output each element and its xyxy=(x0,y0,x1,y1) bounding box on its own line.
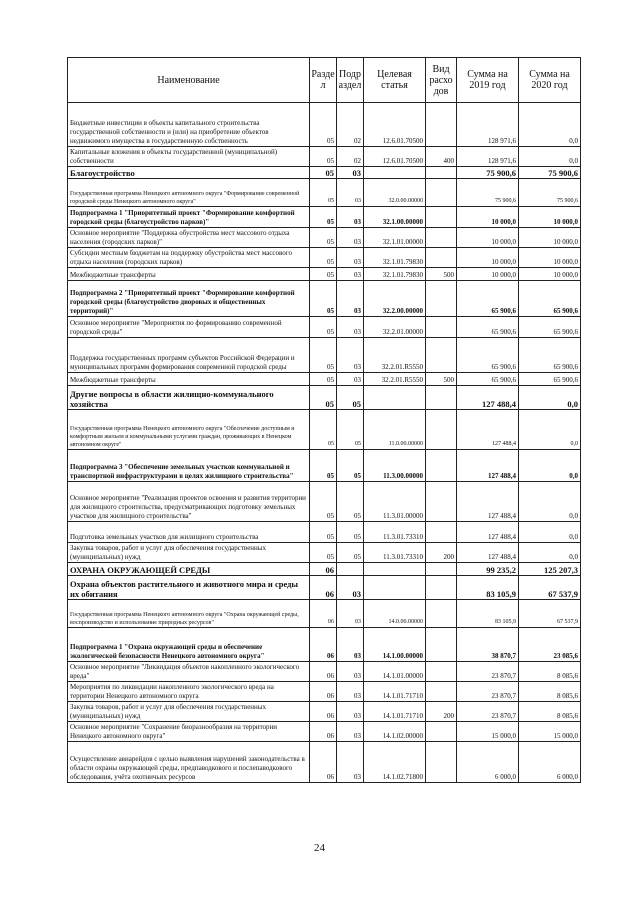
row-sum-2019: 15 000,0 xyxy=(457,722,519,742)
row-subsection: 03 xyxy=(337,281,364,317)
row-name: Закупка товаров, работ и услуг для обеспечения государственных (муниципальных) нужд xyxy=(68,702,310,722)
row-target: 32.2.00.00000 xyxy=(364,281,426,317)
row-sum-2020: 0,0 xyxy=(519,522,581,543)
table-row xyxy=(68,338,581,373)
row-subsection: 03 xyxy=(337,248,364,268)
row-subsection: 03 xyxy=(337,338,364,373)
row-section: 05 xyxy=(310,338,337,373)
row-section: 05 xyxy=(310,543,337,563)
row-name: Основное мероприятие "Мероприятия по формированию современной городской среды" xyxy=(68,317,310,338)
row-sum-2020: 23 085,6 xyxy=(519,628,581,662)
row-subsection: 05 xyxy=(337,482,364,522)
row-sum-2019: 10 000,0 xyxy=(457,207,519,228)
row-sum-2019: 99 235,2 xyxy=(457,563,519,576)
row-subsection: 03 xyxy=(337,628,364,662)
row-sum-2019: 65 900,6 xyxy=(457,281,519,317)
row-target: 11.3.01.00000 xyxy=(364,482,426,522)
header-sum-2019: Сумма на 2019 год xyxy=(457,58,519,103)
row-sum-2019: 10 000,0 xyxy=(457,248,519,268)
row-sum-2020: 8 085,6 xyxy=(519,702,581,722)
row-section: 05 xyxy=(310,268,337,281)
row-sum-2020: 0,0 xyxy=(519,450,581,482)
row-target: 14.0.00.00000 xyxy=(364,600,426,628)
row-section: 06 xyxy=(310,662,337,682)
row-type xyxy=(426,522,457,543)
row-sum-2020: 67 537,9 xyxy=(519,576,581,600)
row-type xyxy=(426,167,457,179)
row-target: 14.1.01.71710 xyxy=(364,702,426,722)
table-row xyxy=(68,386,581,410)
page-number: 24 xyxy=(314,842,325,854)
row-section: 05 xyxy=(310,386,337,410)
header-section: Разде л xyxy=(310,58,337,103)
row-section: 05 xyxy=(310,147,337,167)
row-sum-2019: 23 870,7 xyxy=(457,662,519,682)
row-name: Осуществление авиарейдов с целью выявления нарушений законодательства в области охраны окружающей среды, предпаводкового и послепаводкового обследования, учёта охотничьих ресурсов xyxy=(68,742,310,783)
row-target: 32.1.01.79830 xyxy=(364,248,426,268)
row-type xyxy=(426,450,457,482)
row-type xyxy=(426,662,457,682)
table-row xyxy=(68,722,581,742)
table-header-row xyxy=(68,58,581,103)
row-target: 11.3.00.00000 xyxy=(364,450,426,482)
row-section: 05 xyxy=(310,410,337,450)
table-row xyxy=(68,147,581,167)
row-subsection: 03 xyxy=(337,576,364,600)
row-sum-2020: 15 000,0 xyxy=(519,722,581,742)
row-sum-2019: 65 900,6 xyxy=(457,338,519,373)
row-type xyxy=(426,281,457,317)
row-name: Основное мероприятие "Сохранение биоразнообразия на территории Ненецкого автономного округа" xyxy=(68,722,310,742)
row-sum-2020: 0,0 xyxy=(519,543,581,563)
row-name: Основное мероприятие "Реализация проектов освоения и развития территории для жилищного строительства, предусматривающих подготовку земельных участков для жилищного строительства" xyxy=(68,482,310,522)
row-sum-2020: 0,0 xyxy=(519,103,581,147)
row-subsection: 03 xyxy=(337,742,364,783)
row-target: 32.1.00.00000 xyxy=(364,207,426,228)
row-subsection: 05 xyxy=(337,410,364,450)
row-section: 05 xyxy=(310,228,337,248)
row-target: 32.2.01.R5550 xyxy=(364,373,426,386)
row-target: 14.1.00.00000 xyxy=(364,628,426,662)
row-name: Основное мероприятие "Поддержка обустройства мест массового отдыха населения (городских парков)" xyxy=(68,228,310,248)
row-subsection xyxy=(337,563,364,576)
row-type xyxy=(426,410,457,450)
row-sum-2020: 10 000,0 xyxy=(519,207,581,228)
row-target: 32.2.01.R5550 xyxy=(364,338,426,373)
row-section: 05 xyxy=(310,167,337,179)
row-target: 11.3.01.73310 xyxy=(364,522,426,543)
row-sum-2020: 10 000,0 xyxy=(519,228,581,248)
row-section: 06 xyxy=(310,563,337,576)
table-row xyxy=(68,522,581,543)
row-name: Основное мероприятие "Ликвидация объектов накопленного экологического вреда" xyxy=(68,662,310,682)
row-target: 32.1.01.79830 xyxy=(364,268,426,281)
row-section: 05 xyxy=(310,179,337,207)
row-section: 05 xyxy=(310,450,337,482)
row-sum-2019: 127 488,4 xyxy=(457,522,519,543)
row-subsection: 03 xyxy=(337,228,364,248)
row-name: Подпрограмма 3 "Обеспечение земельных участков коммунальной и транспортной инфраструктурами в целях жилищного строительства" xyxy=(68,450,310,482)
row-sum-2019: 75 900,6 xyxy=(457,179,519,207)
row-type xyxy=(426,103,457,147)
row-sum-2019: 83 105,9 xyxy=(457,600,519,628)
table-row xyxy=(68,576,581,600)
row-sum-2019: 83 105,9 xyxy=(457,576,519,600)
row-sum-2019: 128 971,6 xyxy=(457,103,519,147)
row-type xyxy=(426,628,457,662)
header-name: Наименование xyxy=(68,58,310,103)
table-row xyxy=(68,742,581,783)
row-section: 05 xyxy=(310,317,337,338)
row-name: Закупка товаров, работ и услуг для обеспечения государственных (муниципальных) нужд xyxy=(68,543,310,563)
row-name: Другие вопросы в области жилищно-коммунального хозяйства xyxy=(68,386,310,410)
table-row xyxy=(68,600,581,628)
row-sum-2019: 6 000,0 xyxy=(457,742,519,783)
row-name: Мероприятия по ликвидации накопленного экологического вреда на территории Ненецкого автономного округа xyxy=(68,682,310,702)
row-sum-2019: 23 870,7 xyxy=(457,702,519,722)
row-target: 12.6.01.70500 xyxy=(364,103,426,147)
row-name: Государственная программа Ненецкого автономного округа "Формирование современной городской среды Ненецкого автономного округа" xyxy=(68,179,310,207)
table-row xyxy=(68,228,581,248)
row-type xyxy=(426,576,457,600)
row-subsection: 03 xyxy=(337,179,364,207)
row-subsection: 02 xyxy=(337,103,364,147)
row-sum-2020: 75 900,6 xyxy=(519,179,581,207)
row-name: Субсидии местным бюджетам на поддержку обустройства мест массового отдыха населения (городских парков) xyxy=(68,248,310,268)
budget-table xyxy=(67,57,581,783)
row-subsection: 02 xyxy=(337,147,364,167)
row-type: 400 xyxy=(426,147,457,167)
row-section: 06 xyxy=(310,576,337,600)
row-type: 200 xyxy=(426,702,457,722)
table-row xyxy=(68,410,581,450)
row-sum-2019: 10 000,0 xyxy=(457,268,519,281)
row-section: 05 xyxy=(310,373,337,386)
table-row xyxy=(68,248,581,268)
row-type xyxy=(426,600,457,628)
row-name: Подготовка земельных участков для жилищного строительства xyxy=(68,522,310,543)
row-section: 05 xyxy=(310,482,337,522)
row-sum-2020: 0,0 xyxy=(519,482,581,522)
row-target: 14.1.02.71800 xyxy=(364,742,426,783)
row-sum-2019: 127 488,4 xyxy=(457,410,519,450)
row-subsection: 05 xyxy=(337,450,364,482)
row-type: 500 xyxy=(426,268,457,281)
table-row xyxy=(68,281,581,317)
row-target: 12.6.01.70500 xyxy=(364,147,426,167)
row-name: Государственная программа Ненецкого автономного округа "Охрана окружающей среды, воспроизводство и использование природных ресурсов" xyxy=(68,600,310,628)
row-target: 32.2.01.00000 xyxy=(364,317,426,338)
table-row xyxy=(68,268,581,281)
row-sum-2019: 127 488,4 xyxy=(457,450,519,482)
table-row xyxy=(68,103,581,147)
row-name: Подпрограмма 1 "Приоритетный проект "Формирование комфортной городской среды (благоустройство парков)" xyxy=(68,207,310,228)
row-sum-2020: 125 207,3 xyxy=(519,563,581,576)
row-target: 32.0.00.00000 xyxy=(364,179,426,207)
table-row xyxy=(68,543,581,563)
row-section: 06 xyxy=(310,628,337,662)
row-sum-2019: 38 870,7 xyxy=(457,628,519,662)
row-sum-2020: 10 000,0 xyxy=(519,268,581,281)
table-row xyxy=(68,702,581,722)
row-type xyxy=(426,563,457,576)
row-type xyxy=(426,317,457,338)
row-subsection: 03 xyxy=(337,167,364,179)
header-target: Целевая статья xyxy=(364,58,426,103)
row-sum-2019: 127 488,4 xyxy=(457,482,519,522)
row-sum-2020: 65 900,6 xyxy=(519,281,581,317)
row-name: Подпрограмма 1 "Охрана окружающей среды и обеспечение экологической безопасности Ненецкого автономного округа" xyxy=(68,628,310,662)
row-target xyxy=(364,576,426,600)
row-sum-2020: 75 900,6 xyxy=(519,167,581,179)
row-section: 06 xyxy=(310,742,337,783)
row-sum-2020: 67 537,9 xyxy=(519,600,581,628)
row-target: 11.0.00.00000 xyxy=(364,410,426,450)
row-sum-2020: 10 000,0 xyxy=(519,248,581,268)
table-row xyxy=(68,179,581,207)
header-sum-2020: Сумма на 2020 год xyxy=(519,58,581,103)
row-type xyxy=(426,248,457,268)
row-section: 06 xyxy=(310,722,337,742)
row-type xyxy=(426,207,457,228)
row-sum-2020: 65 900,6 xyxy=(519,338,581,373)
row-sum-2020: 6 000,0 xyxy=(519,742,581,783)
row-section: 06 xyxy=(310,682,337,702)
row-sum-2019: 65 900,6 xyxy=(457,317,519,338)
row-sum-2019: 75 900,6 xyxy=(457,167,519,179)
row-target xyxy=(364,386,426,410)
row-subsection: 03 xyxy=(337,373,364,386)
row-sum-2020: 8 085,6 xyxy=(519,682,581,702)
row-sum-2019: 127 488,4 xyxy=(457,543,519,563)
row-sum-2020: 65 900,6 xyxy=(519,317,581,338)
row-name: Охрана объектов растительного и животного мира и среды их обитания xyxy=(68,576,310,600)
row-sum-2020: 0,0 xyxy=(519,386,581,410)
row-type: 500 xyxy=(426,373,457,386)
row-type xyxy=(426,338,457,373)
row-target: 14.1.01.71710 xyxy=(364,682,426,702)
row-sum-2019: 128 971,6 xyxy=(457,147,519,167)
row-type: 200 xyxy=(426,543,457,563)
row-name: Межбюджетные трансферты xyxy=(68,373,310,386)
row-name: Капитальные вложения в объекты государственной (муниципальной) собственности xyxy=(68,147,310,167)
row-section: 05 xyxy=(310,248,337,268)
row-sum-2019: 127 488,4 xyxy=(457,386,519,410)
row-type xyxy=(426,386,457,410)
table-row xyxy=(68,662,581,682)
row-name: Поддержка государственных программ субъектов Российской Федерации и муниципальных программ формирования современной городской среды xyxy=(68,338,310,373)
row-subsection: 05 xyxy=(337,543,364,563)
row-section: 05 xyxy=(310,281,337,317)
row-subsection: 03 xyxy=(337,268,364,281)
table-row xyxy=(68,373,581,386)
table-row xyxy=(68,317,581,338)
row-target: 14.1.02.00000 xyxy=(364,722,426,742)
row-type xyxy=(426,682,457,702)
row-section: 05 xyxy=(310,207,337,228)
row-subsection: 05 xyxy=(337,522,364,543)
row-subsection: 03 xyxy=(337,702,364,722)
row-subsection: 03 xyxy=(337,317,364,338)
row-subsection: 03 xyxy=(337,600,364,628)
row-subsection: 05 xyxy=(337,386,364,410)
row-sum-2020: 0,0 xyxy=(519,147,581,167)
row-section: 05 xyxy=(310,103,337,147)
table-row xyxy=(68,563,581,576)
row-sum-2019: 23 870,7 xyxy=(457,682,519,702)
row-type xyxy=(426,179,457,207)
row-target xyxy=(364,563,426,576)
row-name: Бюджетные инвестиции в объекты капитального строительства государственной собственности и (или) на приобретение объектов недвижимого имущества в государственную собственность xyxy=(68,103,310,147)
row-target xyxy=(364,167,426,179)
header-subsection: Подр аздел xyxy=(337,58,364,103)
table-row xyxy=(68,482,581,522)
row-name: ОХРАНА ОКРУЖАЮЩЕЙ СРЕДЫ xyxy=(68,563,310,576)
header-expense-type: Вид расхо дов xyxy=(426,58,457,103)
row-subsection: 03 xyxy=(337,682,364,702)
row-target: 11.3.01.73310 xyxy=(364,543,426,563)
row-section: 06 xyxy=(310,702,337,722)
row-subsection: 03 xyxy=(337,207,364,228)
table-row xyxy=(68,682,581,702)
table-row xyxy=(68,167,581,179)
table-row xyxy=(68,450,581,482)
row-section: 06 xyxy=(310,600,337,628)
row-sum-2020: 8 085,6 xyxy=(519,662,581,682)
row-name: Межбюджетные трансферты xyxy=(68,268,310,281)
row-subsection: 03 xyxy=(337,662,364,682)
row-sum-2020: 0,0 xyxy=(519,410,581,450)
row-name: Благоустройство xyxy=(68,167,310,179)
row-target: 14.1.01.00000 xyxy=(364,662,426,682)
row-type xyxy=(426,722,457,742)
row-sum-2019: 10 000,0 xyxy=(457,228,519,248)
row-type xyxy=(426,742,457,783)
row-sum-2020: 65 900,6 xyxy=(519,373,581,386)
row-subsection: 03 xyxy=(337,722,364,742)
table-row xyxy=(68,207,581,228)
row-target: 32.1.01.00000 xyxy=(364,228,426,248)
row-sum-2019: 65 900,6 xyxy=(457,373,519,386)
row-type xyxy=(426,228,457,248)
row-name: Подпрограмма 2 "Приоритетный проект "Формирование комфортной городской среды (благоустройство дворовых и общественных территорий)" xyxy=(68,281,310,317)
row-section: 05 xyxy=(310,522,337,543)
table-row xyxy=(68,628,581,662)
row-name: Государственная программа Ненецкого автономного округа "Обеспечение доступным и комфортным жильем и коммунальными услугами граждан, проживающих в Ненецком автономном округе" xyxy=(68,410,310,450)
row-type xyxy=(426,482,457,522)
